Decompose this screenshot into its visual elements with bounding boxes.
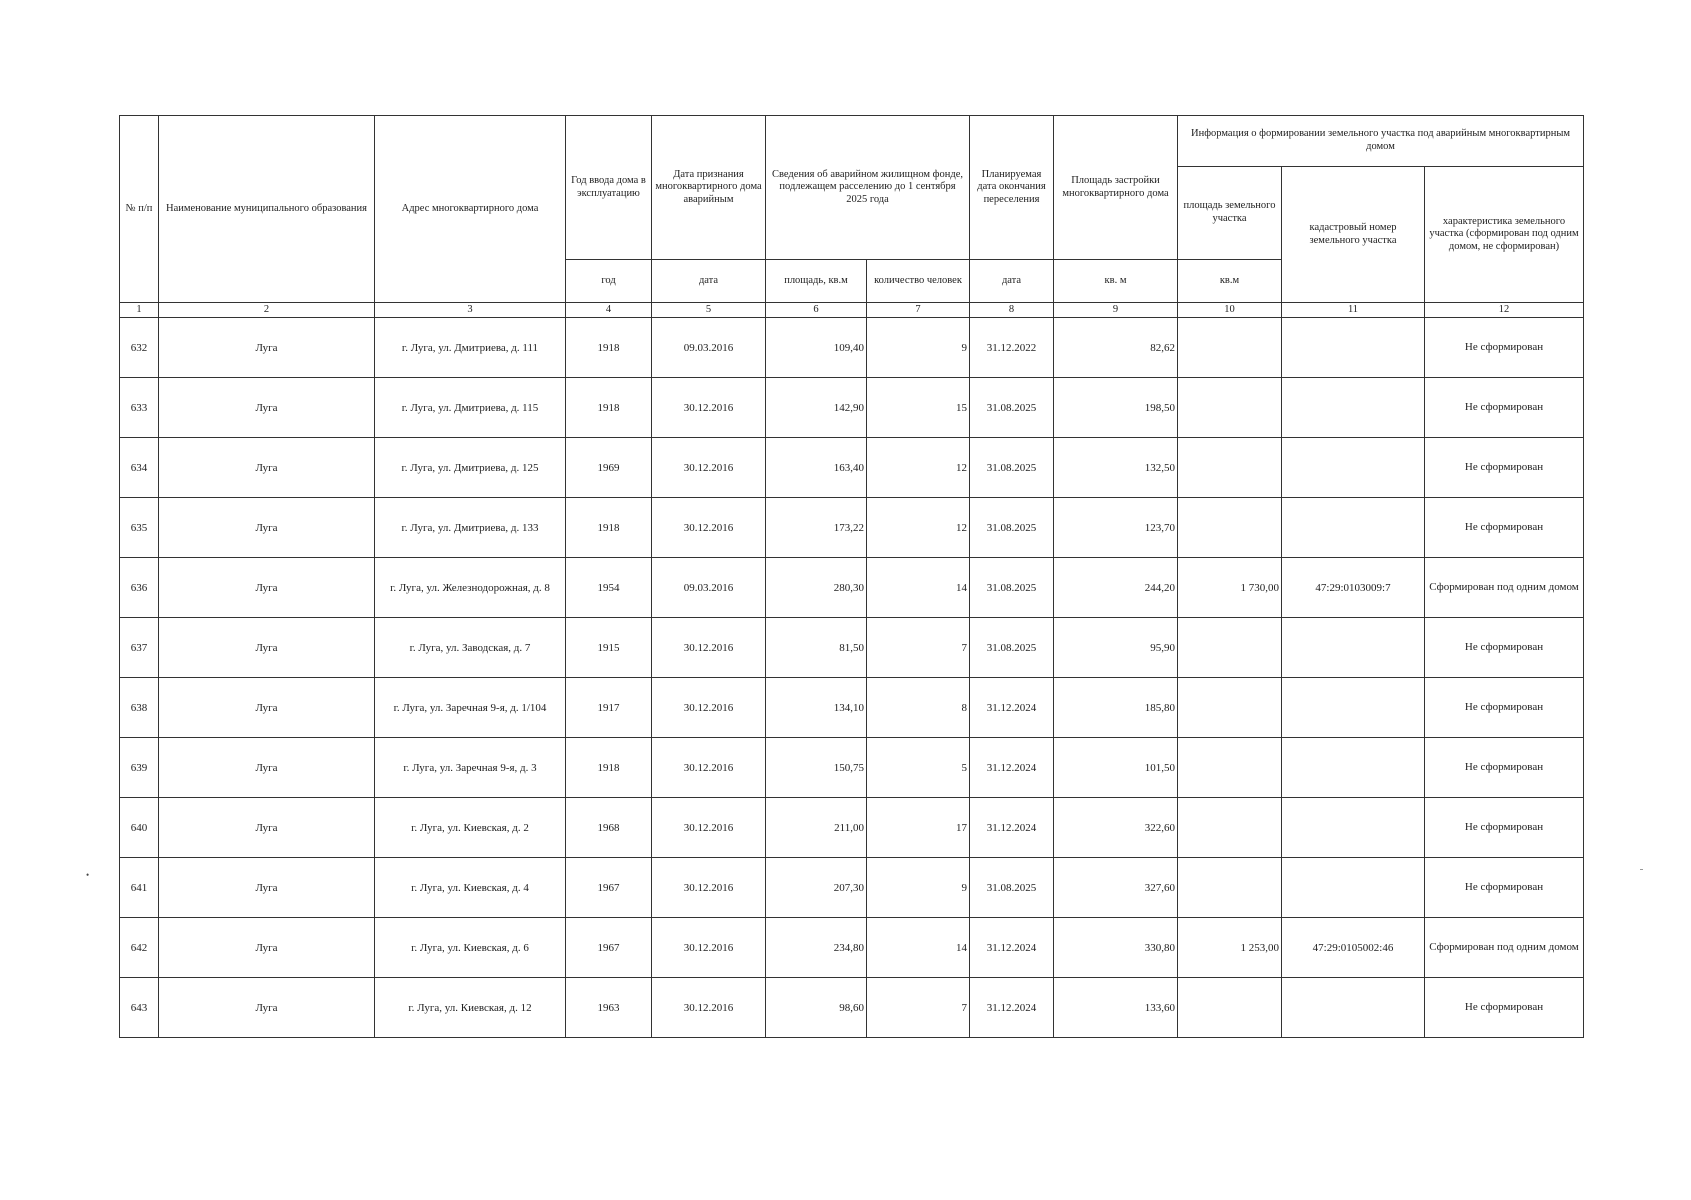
land-area-cell: 1 253,00 (1178, 918, 1282, 978)
header-recognition-date: Дата признания многоквартирного дома аварийным (652, 116, 766, 260)
building-area-cell: 185,80 (1054, 678, 1178, 738)
municipality-cell: Луга (159, 378, 375, 438)
land-area-cell (1178, 678, 1282, 738)
land-area-cell (1178, 378, 1282, 438)
people-cell: 8 (867, 678, 970, 738)
cadastral-number-cell: 47:29:0105002:46 (1282, 918, 1425, 978)
cadastral-number-cell (1282, 798, 1425, 858)
building-area-cell: 244,20 (1054, 558, 1178, 618)
row-number: 632 (120, 318, 159, 378)
year-cell: 1963 (566, 978, 652, 1038)
row-number: 633 (120, 378, 159, 438)
municipality-cell: Луга (159, 678, 375, 738)
people-cell: 5 (867, 738, 970, 798)
municipality-cell: Луга (159, 318, 375, 378)
unit-date: дата (652, 260, 766, 303)
recognition-date-cell: 30.12.2016 (652, 378, 766, 438)
land-status-cell: Не сформирован (1425, 738, 1584, 798)
address-cell: г. Луга, ул. Дмитриева, д. 133 (375, 498, 566, 558)
people-cell: 12 (867, 498, 970, 558)
header-emergency-fund: Сведения об аварийном жилищном фонде, подлежащем расселению до 1 сентября 2025 года (766, 116, 970, 260)
people-cell: 7 (867, 978, 970, 1038)
address-cell: г. Луга, ул. Киевская, д. 12 (375, 978, 566, 1038)
planned-date-cell: 31.08.2025 (970, 438, 1054, 498)
cadastral-number-cell (1282, 378, 1425, 438)
recognition-date-cell: 30.12.2016 (652, 618, 766, 678)
row-number: 639 (120, 738, 159, 798)
cadastral-number-cell (1282, 618, 1425, 678)
column-number: 11 (1282, 303, 1425, 318)
year-cell: 1915 (566, 618, 652, 678)
table-row (120, 858, 1584, 918)
address-cell: г. Луга, ул. Заводская, д. 7 (375, 618, 566, 678)
column-number: 1 (120, 303, 159, 318)
land-area-cell (1178, 438, 1282, 498)
people-cell: 15 (867, 378, 970, 438)
building-area-cell: 330,80 (1054, 918, 1178, 978)
area-cell: 81,50 (766, 618, 867, 678)
table-row (120, 558, 1584, 618)
planned-date-cell: 31.08.2025 (970, 858, 1054, 918)
cadastral-number-cell (1282, 318, 1425, 378)
municipality-cell: Луга (159, 738, 375, 798)
row-number: 638 (120, 678, 159, 738)
land-status-cell: Сформирован под одним домом (1425, 558, 1584, 618)
row-number: 641 (120, 858, 159, 918)
header-building-area: Площадь застройки многоквартирного дома (1054, 116, 1178, 260)
scan-mark: • (86, 870, 90, 880)
header-cadastral-number: кадастровый номер земельного участка (1282, 167, 1425, 303)
building-area-cell: 123,70 (1054, 498, 1178, 558)
column-number: 4 (566, 303, 652, 318)
cadastral-number-cell: 47:29:0103009:7 (1282, 558, 1425, 618)
cadastral-number-cell (1282, 978, 1425, 1038)
planned-date-cell: 31.12.2024 (970, 798, 1054, 858)
land-area-cell: 1 730,00 (1178, 558, 1282, 618)
column-number: 10 (1178, 303, 1282, 318)
year-cell: 1918 (566, 378, 652, 438)
table-row (120, 318, 1584, 378)
address-cell: г. Луга, ул. Железнодорожная, д. 8 (375, 558, 566, 618)
recognition-date-cell: 30.12.2016 (652, 438, 766, 498)
area-cell: 98,60 (766, 978, 867, 1038)
housing-table (119, 115, 1584, 1038)
unit-people: количество человек (867, 260, 970, 303)
area-cell: 173,22 (766, 498, 867, 558)
area-cell: 150,75 (766, 738, 867, 798)
people-cell: 17 (867, 798, 970, 858)
year-cell: 1969 (566, 438, 652, 498)
people-cell: 7 (867, 618, 970, 678)
municipality-cell: Луга (159, 858, 375, 918)
header-land-characteristic: характеристика земельного участка (сформирован под одним домом, не сформирован) (1425, 167, 1584, 303)
cadastral-number-cell (1282, 498, 1425, 558)
people-cell: 9 (867, 318, 970, 378)
building-area-cell: 322,60 (1054, 798, 1178, 858)
year-cell: 1918 (566, 738, 652, 798)
planned-date-cell: 31.08.2025 (970, 498, 1054, 558)
row-number: 635 (120, 498, 159, 558)
area-cell: 207,30 (766, 858, 867, 918)
year-cell: 1968 (566, 798, 652, 858)
land-status-cell: Не сформирован (1425, 498, 1584, 558)
row-number: 634 (120, 438, 159, 498)
document-sheet (119, 115, 1584, 1038)
table-row (120, 798, 1584, 858)
row-number: 643 (120, 978, 159, 1038)
area-cell: 234,80 (766, 918, 867, 978)
recognition-date-cell: 30.12.2016 (652, 918, 766, 978)
recognition-date-cell: 30.12.2016 (652, 798, 766, 858)
year-cell: 1967 (566, 918, 652, 978)
cadastral-number-cell (1282, 738, 1425, 798)
building-area-cell: 95,90 (1054, 618, 1178, 678)
unit-year: год (566, 260, 652, 303)
table-row (120, 498, 1584, 558)
address-cell: г. Луга, ул. Заречная 9-я, д. 3 (375, 738, 566, 798)
header-land-area: площадь земельного участка (1178, 167, 1282, 260)
building-area-cell: 327,60 (1054, 858, 1178, 918)
recognition-date-cell: 30.12.2016 (652, 738, 766, 798)
header-municipality: Наименование муниципального образования (159, 116, 375, 303)
cadastral-number-cell (1282, 858, 1425, 918)
people-cell: 12 (867, 438, 970, 498)
land-area-cell (1178, 858, 1282, 918)
land-area-cell (1178, 498, 1282, 558)
land-area-cell (1178, 738, 1282, 798)
recognition-date-cell: 30.12.2016 (652, 498, 766, 558)
planned-date-cell: 31.08.2025 (970, 558, 1054, 618)
row-number: 640 (120, 798, 159, 858)
people-cell: 14 (867, 918, 970, 978)
land-status-cell: Не сформирован (1425, 318, 1584, 378)
building-area-cell: 133,60 (1054, 978, 1178, 1038)
table-row (120, 438, 1584, 498)
land-status-cell: Не сформирован (1425, 618, 1584, 678)
area-cell: 280,30 (766, 558, 867, 618)
recognition-date-cell: 30.12.2016 (652, 858, 766, 918)
area-cell: 142,90 (766, 378, 867, 438)
table-row (120, 918, 1584, 978)
scan-mark-edge (1640, 869, 1643, 870)
unit-building-area: кв. м (1054, 260, 1178, 303)
row-number: 636 (120, 558, 159, 618)
building-area-cell: 101,50 (1054, 738, 1178, 798)
cadastral-number-cell (1282, 678, 1425, 738)
unit-land-area: кв.м (1178, 260, 1282, 303)
people-cell: 14 (867, 558, 970, 618)
column-number: 3 (375, 303, 566, 318)
building-area-cell: 132,50 (1054, 438, 1178, 498)
header-planned-date: Планируемая дата окончания переселения (970, 116, 1054, 260)
table-row (120, 378, 1584, 438)
unit-area: площадь, кв.м (766, 260, 867, 303)
municipality-cell: Луга (159, 558, 375, 618)
address-cell: г. Луга, ул. Заречная 9-я, д. 1/104 (375, 678, 566, 738)
year-cell: 1954 (566, 558, 652, 618)
building-area-cell: 82,62 (1054, 318, 1178, 378)
land-area-cell (1178, 618, 1282, 678)
municipality-cell: Луга (159, 498, 375, 558)
table-row (120, 738, 1584, 798)
address-cell: г. Луга, ул. Дмитриева, д. 111 (375, 318, 566, 378)
area-cell: 163,40 (766, 438, 867, 498)
land-status-cell: Не сформирован (1425, 378, 1584, 438)
planned-date-cell: 31.08.2025 (970, 378, 1054, 438)
land-status-cell: Не сформирован (1425, 858, 1584, 918)
planned-date-cell: 31.12.2022 (970, 318, 1054, 378)
planned-date-cell: 31.08.2025 (970, 618, 1054, 678)
land-status-cell: Не сформирован (1425, 678, 1584, 738)
column-number: 6 (766, 303, 867, 318)
recognition-date-cell: 09.03.2016 (652, 558, 766, 618)
row-number: 637 (120, 618, 159, 678)
planned-date-cell: 31.12.2024 (970, 738, 1054, 798)
planned-date-cell: 31.12.2024 (970, 678, 1054, 738)
land-status-cell: Не сформирован (1425, 798, 1584, 858)
recognition-date-cell: 30.12.2016 (652, 678, 766, 738)
table-row (120, 678, 1584, 738)
municipality-cell: Луга (159, 438, 375, 498)
cadastral-number-cell (1282, 438, 1425, 498)
header-address: Адрес многоквартирного дома (375, 116, 566, 303)
land-area-cell (1178, 798, 1282, 858)
municipality-cell: Луга (159, 798, 375, 858)
planned-date-cell: 31.12.2024 (970, 978, 1054, 1038)
column-number: 5 (652, 303, 766, 318)
building-area-cell: 198,50 (1054, 378, 1178, 438)
column-number: 2 (159, 303, 375, 318)
address-cell: г. Луга, ул. Киевская, д. 4 (375, 858, 566, 918)
row-number: 642 (120, 918, 159, 978)
area-cell: 134,10 (766, 678, 867, 738)
municipality-cell: Луга (159, 618, 375, 678)
planned-date-cell: 31.12.2024 (970, 918, 1054, 978)
column-number: 9 (1054, 303, 1178, 318)
year-cell: 1917 (566, 678, 652, 738)
municipality-cell: Луга (159, 918, 375, 978)
column-number: 12 (1425, 303, 1584, 318)
header-year: Год ввода дома в эксплуатацию (566, 116, 652, 260)
area-cell: 109,40 (766, 318, 867, 378)
land-status-cell: Не сформирован (1425, 438, 1584, 498)
table-row (120, 618, 1584, 678)
land-area-cell (1178, 978, 1282, 1038)
land-area-cell (1178, 318, 1282, 378)
land-status-cell: Не сформирован (1425, 978, 1584, 1038)
year-cell: 1918 (566, 498, 652, 558)
unit-plan-date: дата (970, 260, 1054, 303)
column-number: 7 (867, 303, 970, 318)
year-cell: 1918 (566, 318, 652, 378)
address-cell: г. Луга, ул. Дмитриева, д. 125 (375, 438, 566, 498)
header-row-number: № п/п (120, 116, 159, 303)
header-land-info: Информация о формировании земельного участка под аварийным многоквартирным домом (1178, 116, 1584, 167)
address-cell: г. Луга, ул. Киевская, д. 2 (375, 798, 566, 858)
address-cell: г. Луга, ул. Дмитриева, д. 115 (375, 378, 566, 438)
year-cell: 1967 (566, 858, 652, 918)
address-cell: г. Луга, ул. Киевская, д. 6 (375, 918, 566, 978)
table-row (120, 978, 1584, 1038)
municipality-cell: Луга (159, 978, 375, 1038)
column-number: 8 (970, 303, 1054, 318)
area-cell: 211,00 (766, 798, 867, 858)
people-cell: 9 (867, 858, 970, 918)
land-status-cell: Сформирован под одним домом (1425, 918, 1584, 978)
recognition-date-cell: 30.12.2016 (652, 978, 766, 1038)
recognition-date-cell: 09.03.2016 (652, 318, 766, 378)
